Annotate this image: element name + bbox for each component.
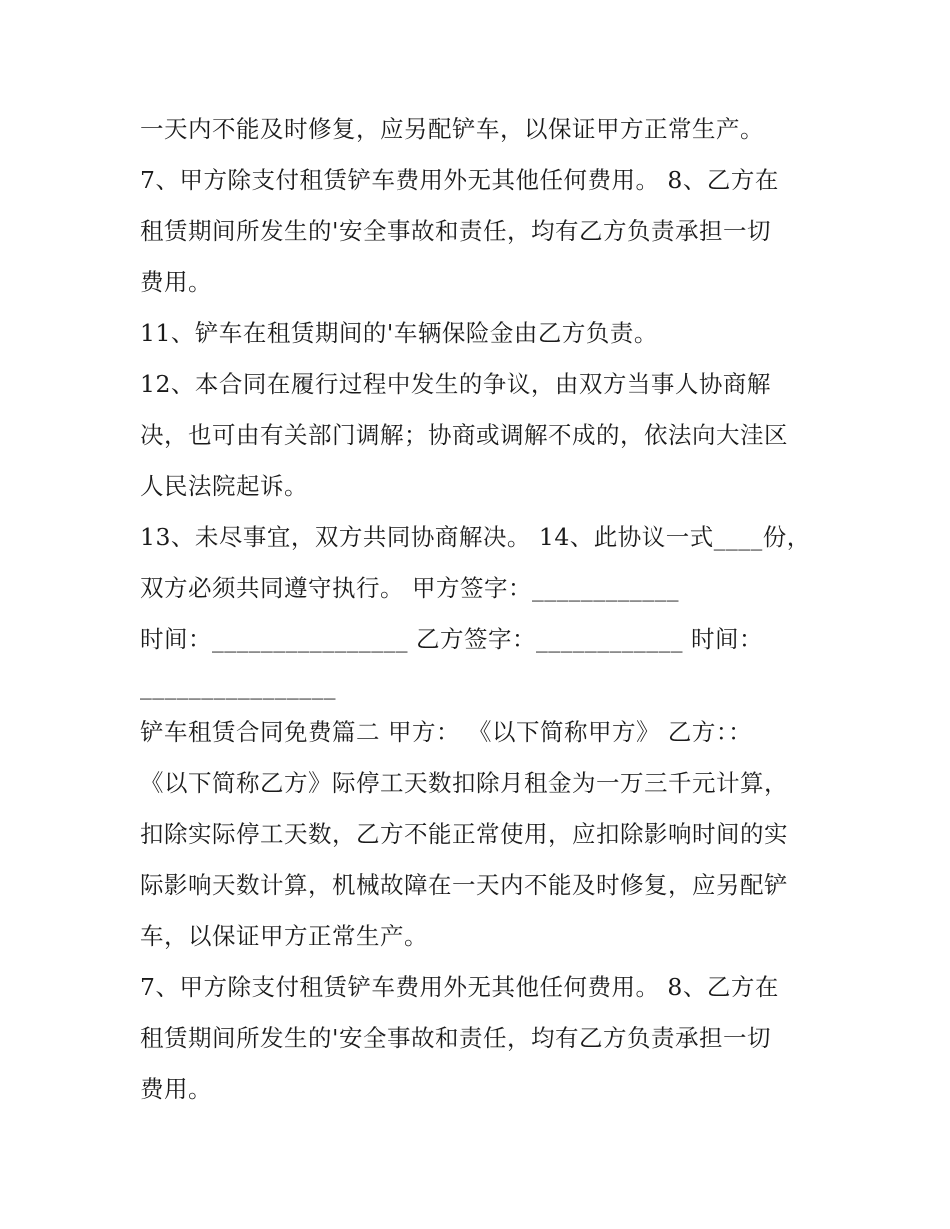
- text-line: 双方必须共同遵守执行。 甲方签字：____________: [140, 574, 679, 602]
- text-line: 租赁期间所发生的'安全事故和责任，均有乙方负责承担一切: [140, 217, 771, 245]
- text-line: 11、铲车在租赁期间的'车辆保险金由乙方负责。: [140, 319, 658, 347]
- text-line: 13、未尽事宜，双方共同协商解决。 14、此协议一式____份，: [140, 523, 811, 551]
- text-line: 车，以保证甲方正常生产。: [140, 922, 428, 950]
- text-line: 时间：________________ 乙方签字：____________ 时间：: [140, 625, 763, 653]
- text-line: 一天内不能及时修复，应另配铲车，以保证甲方正常生产。: [140, 115, 764, 143]
- text-line: 决，也可由有关部门调解；协商或调解不成的，依法向大洼区: [140, 421, 788, 449]
- text-line: 《以下简称乙方》际停工天数扣除月租金为一万三千元计算，: [140, 769, 788, 797]
- text-line: 7、甲方除支付租赁铲车费用外无其他任何费用。 8、乙方在: [140, 166, 779, 194]
- text-line: 扣除实际停工天数，乙方不能正常使用，应扣除影响时间的实: [140, 820, 788, 848]
- text-line: 际影响天数计算，机械故障在一天内不能及时修复，应另配铲: [140, 871, 788, 899]
- text-line: 租赁期间所发生的'安全事故和责任，均有乙方负责承担一切: [140, 1024, 771, 1052]
- text-line: 7、甲方除支付租赁铲车费用外无其他任何费用。 8、乙方在: [140, 973, 779, 1001]
- text-line: ________________: [140, 672, 336, 700]
- text-line: 费用。: [140, 268, 212, 296]
- text-line: 铲车租赁合同免费篇二 甲方： 《以下简称甲方》 乙方：：: [140, 718, 753, 746]
- text-line: 费用。: [140, 1075, 212, 1103]
- text-line: 人民法院起诉。: [140, 472, 308, 500]
- text-line: 12、本合同在履行过程中发生的争议，由双方当事人协商解: [140, 370, 771, 398]
